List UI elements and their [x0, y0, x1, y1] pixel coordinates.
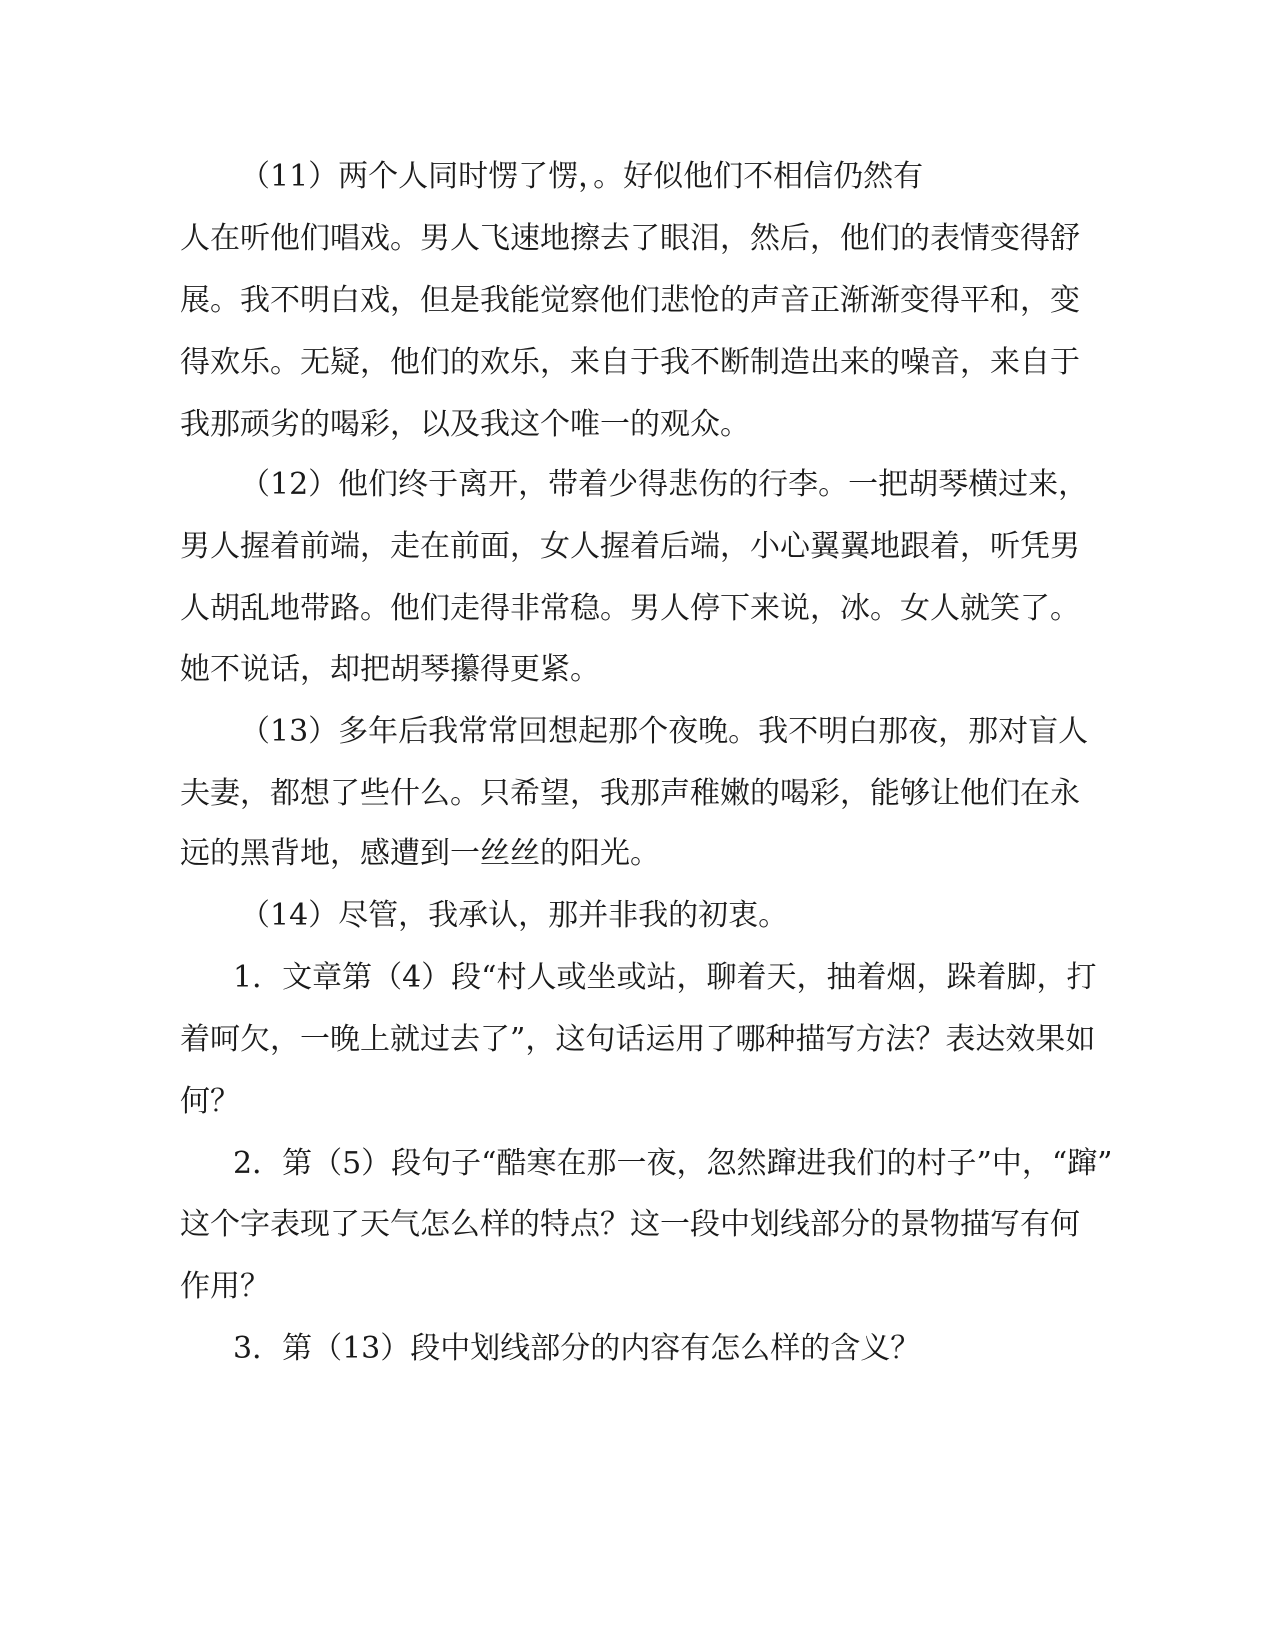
paragraph-13-line-3: 远的黑背地，感遭到一丝丝的阳光。 — [180, 836, 660, 871]
paragraph-11-line-5: 我那顽劣的喝彩，以及我这个唯一的观众。 — [180, 407, 750, 442]
paragraph-14-line-1: （14）尽管，我承认，那并非我的初衷。 — [240, 898, 789, 933]
paragraph-12-line-4: 她不说话，却把胡琴攥得更紧。 — [180, 652, 600, 687]
paragraph-11-line-4: 得欢乐。无疑，他们的欢乐，来自于我不断制造出来的噪音，来自于 — [180, 345, 1080, 380]
question-2-line-3: 作用？ — [180, 1269, 270, 1304]
question-2-line-1: 2．第（5）段句子“酷寒在那一夜，忽然蹿进我们的村子”中，“蹿” — [233, 1146, 1113, 1181]
question-2-line-2: 这个字表现了天气怎么样的特点？这一段中划线部分的景物描写有何 — [180, 1207, 1080, 1242]
paragraph-11-line-3: 展。我不明白戏，但是我能觉察他们悲怆的声音正渐渐变得平和，变 — [180, 283, 1080, 318]
paragraph-13-line-1: （13）多年后我常常回想起那个夜晚。我不明白那夜，那对盲人 — [240, 714, 1089, 749]
paragraph-12-line-1: （12）他们终于离开，带着少得悲伤的行李。一把胡琴横过来， — [240, 467, 1089, 502]
question-3-line-1: 3．第（13）段中划线部分的内容有怎么样的含义？ — [233, 1331, 921, 1366]
question-1-line-1: 1．文章第（4）段“村人或坐或站，聊着天，抽着烟，跺着脚，打 — [233, 960, 1097, 995]
question-1-line-2: 着呵欠，一晚上就过去了”，这句话运用了哪种描写方法？表达效果如 — [180, 1022, 1096, 1057]
paragraph-12-line-2: 男人握着前端，走在前面，女人握着后端，小心翼翼地跟着，听凭男 — [180, 529, 1080, 564]
question-1-line-3: 何？ — [180, 1084, 240, 1119]
paragraph-11-line-1: （11）两个人同时愣了愣，。好似他们不相信仍然有 — [240, 159, 924, 194]
paragraph-12-line-3: 人胡乱地带路。他们走得非常稳。男人停下来说，冰。女人就笑了。 — [180, 591, 1080, 626]
paragraph-11-line-2: 人在听他们唱戏。男人飞速地擦去了眼泪，然后，他们的表情变得舒 — [180, 221, 1080, 256]
paragraph-13-line-2: 夫妻，都想了些什么。只希望，我那声稚嫩的喝彩，能够让他们在永 — [180, 776, 1080, 811]
